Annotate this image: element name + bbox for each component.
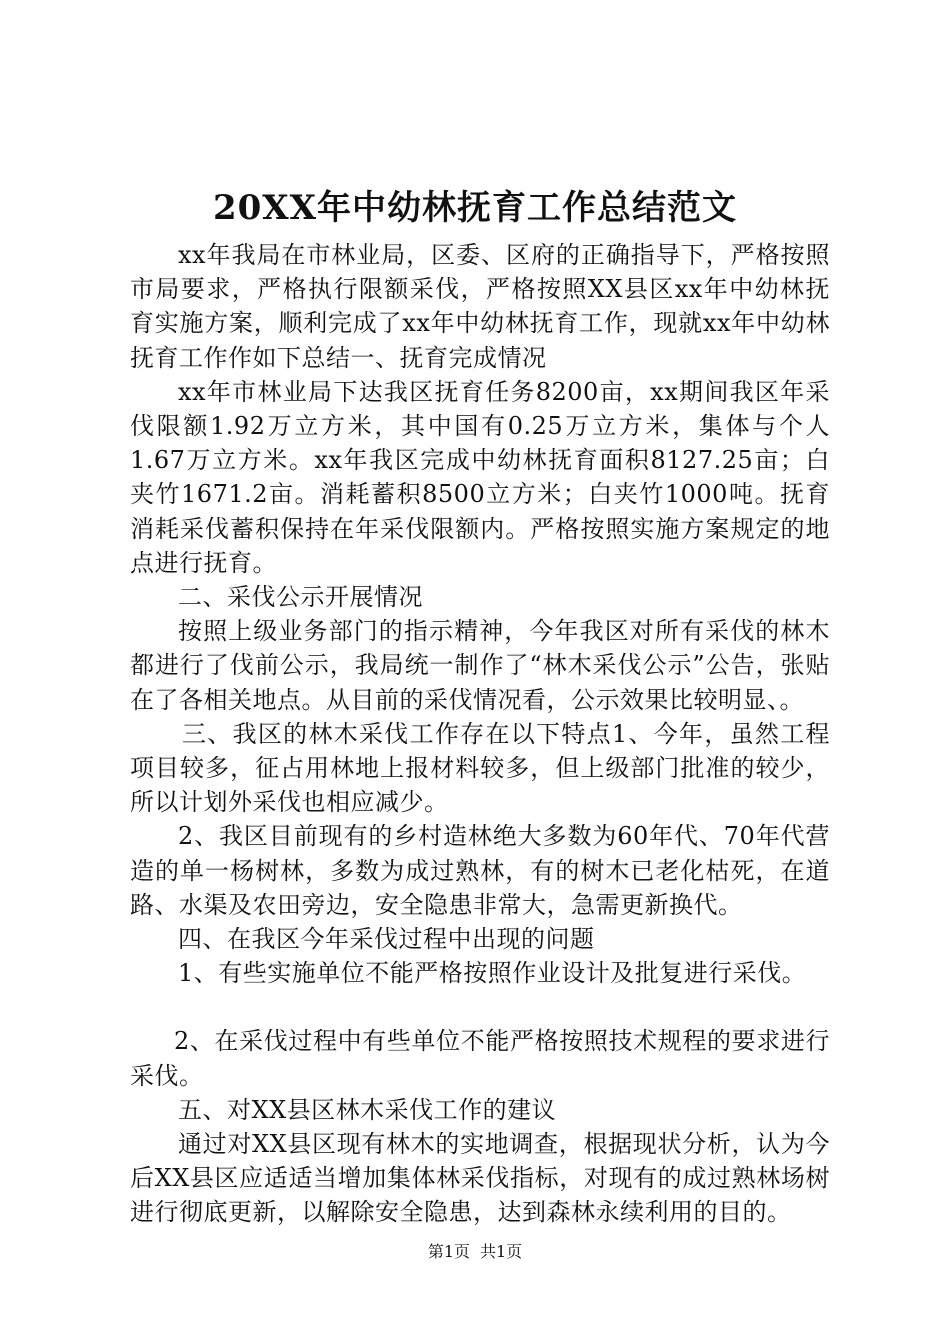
heading-publicity: 二、采伐公示开展情况 [178,583,423,612]
page-number: 第1页 [427,1242,470,1261]
paragraph-problem-1: 1、有些实施单位不能严格按照作业设计及批复进行采伐。 [178,959,807,988]
heading-suggestions: 五、对XX县区林木采伐工作的建议 [178,1095,557,1124]
paragraph-completion: xx年市林业局下达我区抚育任务8200亩，xx期间我区年采伐限额1.92万立方米，其中国有0.25万立方米，集体与个人1.67万立方米。xx年我区完成中幼林抚育面积8127.25亩；白夹竹1671.2亩。消耗蓄积8500立方米；白夹竹1000吨。抚育消耗采伐蓄积保持在年采伐限额内。严格按照实施方案规定的地点进行抚育。 [130,377,830,577]
page-footer [0,1240,950,1264]
document-body [130,238,830,1230]
paragraph-publicity: 按照上级业务部门的指示精神，今年我区对所有采伐的林木都进行了伐前公示，我局统一制作了“林木采伐公示”公告，张贴在了各相关地点。从目前的采伐情况看，公示效果比较明显、。 [130,617,830,714]
paragraph-features-2: 2、我区目前现有的乡村造林绝大多数为60年代、70年代营造的单一杨树林，多数为成过熟林，有的树木已老化枯死，在道路、水渠及农田旁边，安全隐患非常大，急需更新换代。 [130,822,830,919]
paragraph-suggestions: 通过对XX县区现有林木的实地调查，根据现状分析，认为今后XX县区应适适当增加集体林采伐指标，对现有的成过熟林场树进行彻底更新，以解除安全隐患，达到森林永续利用的目的。 [130,1130,830,1227]
paragraph-intro: xx年我局在市林业局，区委、区府的正确指导下，严格按照市局要求，严格执行限额采伐，严格按照XX县区xx年中幼林抚育实施方案，顺利完成了xx年中幼林抚育工作，现就xx年中幼林抚育工作作如下总结一、抚育完成情况 [130,241,830,372]
document-title: 20XX年中幼林抚育工作总结范文 [212,188,738,228]
paragraph-problem-2: 2、在采伐过程中有些单位不能严格按照技术规程的要求进行采伐。 [130,1027,830,1090]
page-total: 共1页 [480,1242,523,1261]
heading-problems: 四、在我区今年采伐过程中出现的问题 [178,925,595,954]
paragraph-features: 三、我区的林木采伐工作存在以下特点1、今年，虽然工程项目较多，征占用林地上报材料较多，但上级部门批准的较少，所以计划外采伐也相应减少。 [130,719,830,817]
